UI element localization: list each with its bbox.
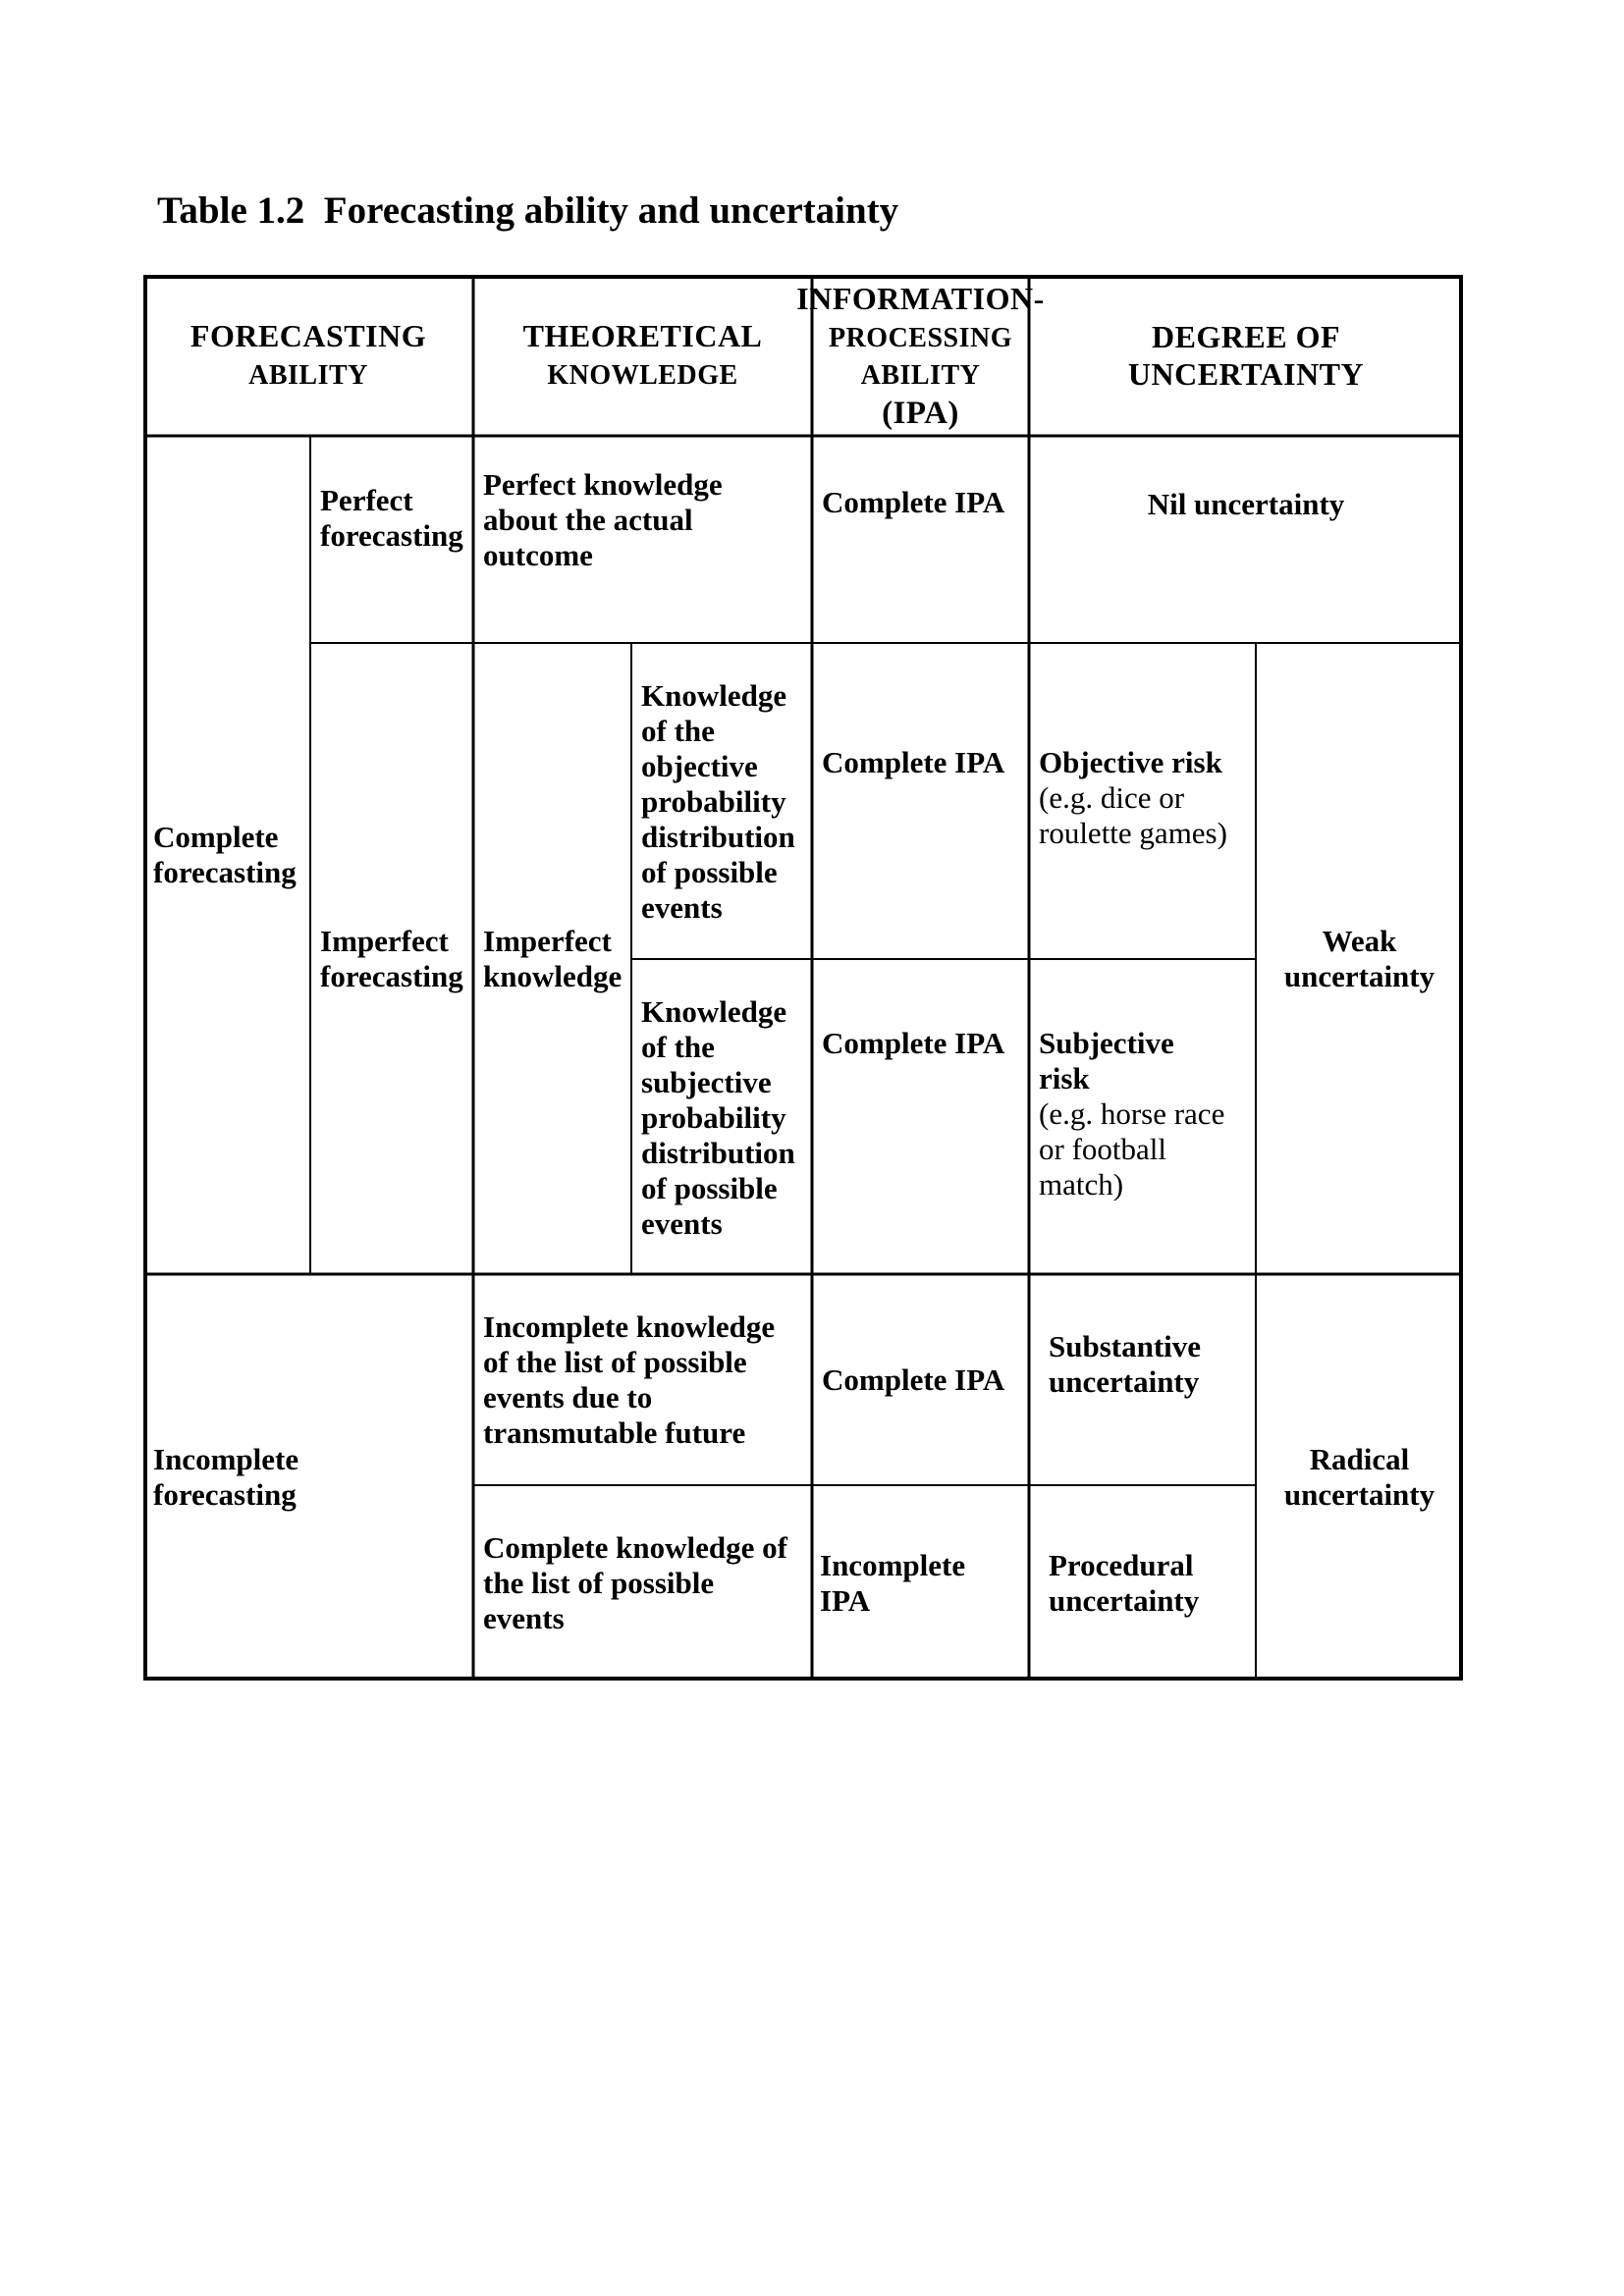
cell-complete-knowledge-list-text: Complete knowledge of the list of possible events — [483, 1529, 787, 1635]
cell-incomplete-knowledge-list — [473, 1274, 812, 1485]
cell-ipa-row4-text: Complete IPA — [822, 1362, 1005, 1397]
cell-nil-uncertainty — [1029, 436, 1463, 643]
objective-risk-example: (e.g. dice or roulette games) — [1039, 780, 1227, 850]
cell-radical-uncertainty-text: Radical uncertainty — [1283, 1442, 1435, 1512]
cell-perfect-forecasting — [310, 436, 473, 643]
cell-complete-knowledge-list — [473, 1485, 812, 1681]
cell-procedural-uncertainty — [1029, 1485, 1256, 1681]
cell-ipa-row5-text: Incomplete IPA — [820, 1547, 966, 1618]
cell-perfect-knowledge — [473, 436, 812, 643]
cell-radical-uncertainty — [1256, 1274, 1463, 1681]
cell-weak-uncertainty — [1256, 643, 1463, 1274]
cell-perfect-knowledge-text: Perfect knowledge about the actual outcome — [483, 467, 723, 572]
cell-imperfect-knowledge-text: Imperfect knowledge — [483, 923, 623, 993]
table-caption: Table 1.2 Forecasting ability and uncertainty — [157, 189, 899, 232]
cell-perfect-forecasting-text: Perfect forecasting — [320, 483, 463, 553]
header-forecasting-ability-line2: ABILITY — [248, 359, 368, 391]
header-theoretical-knowledge-line1: THEORETICAL — [522, 317, 763, 353]
subjective-risk-title: Subjective risk — [1039, 1026, 1174, 1095]
header-theoretical-knowledge-line2: KNOWLEDGE — [547, 359, 738, 391]
cell-imperfect-forecasting — [310, 643, 473, 1274]
cell-subjective-risk — [1029, 959, 1256, 1274]
cell-procedural-uncertainty-text: Procedural uncertainty — [1049, 1547, 1200, 1618]
cell-incomplete-knowledge-list-text: Incomplete knowledge of the list of possible events due to transmutable future — [483, 1308, 776, 1450]
header-ipa-line2: PROCESSING — [828, 322, 1013, 353]
cell-complete-forecasting-text: Complete forecasting — [153, 820, 297, 889]
header-forecasting-ability-line1: FORECASTING — [189, 317, 427, 353]
cell-imperfect-forecasting-text: Imperfect forecasting — [320, 923, 463, 993]
cell-substantive-uncertainty — [1029, 1274, 1256, 1485]
cell-knowledge-subjective-text: Knowledge of the subjective probability distribution of possible events — [641, 994, 795, 1241]
header-ipa-line3: ABILITY — [860, 359, 981, 391]
cell-incomplete-forecasting — [143, 1274, 473, 1681]
cell-complete-forecasting — [143, 436, 310, 1274]
header-ipa-line4: (IPA) — [882, 395, 959, 431]
header-degree-of-uncertainty-label: DEGREE OF UNCERTAINTY — [1127, 319, 1365, 392]
cell-objective-risk — [1029, 643, 1256, 959]
cell-ipa-row5 — [812, 1485, 1029, 1681]
objective-risk-title: Objective risk — [1039, 745, 1222, 779]
cell-ipa-row1 — [812, 436, 1029, 643]
cell-knowledge-subjective — [631, 959, 812, 1274]
cell-ipa-row3-text: Complete IPA — [822, 1026, 1005, 1060]
cell-knowledge-objective — [631, 643, 812, 959]
cell-imperfect-knowledge — [473, 643, 631, 1274]
cell-ipa-row2 — [812, 643, 1029, 959]
forecasting-uncertainty-table — [143, 275, 1463, 1681]
subjective-risk-example: (e.g. horse race or football match) — [1039, 1096, 1225, 1201]
cell-nil-uncertainty-text: Nil uncertainty — [1147, 487, 1345, 521]
cell-ipa-row1-text: Complete IPA — [822, 485, 1005, 519]
cell-incomplete-forecasting-text: Incomplete forecasting — [153, 1442, 299, 1512]
header-degree-of-uncertainty — [1029, 275, 1463, 436]
cell-ipa-row3 — [812, 959, 1029, 1274]
cell-weak-uncertainty-text: Weak uncertainty — [1283, 923, 1435, 993]
cell-knowledge-objective-text: Knowledge of the objective probability distribution of possible events — [641, 678, 795, 925]
cell-ipa-row2-text: Complete IPA — [822, 745, 1005, 779]
header-forecasting-ability — [143, 275, 473, 436]
cell-ipa-row4 — [812, 1274, 1029, 1485]
header-ipa — [796, 275, 1045, 436]
header-ipa-line1: INFORMATION- — [796, 280, 1045, 316]
cell-substantive-uncertainty-text: Substantive uncertainty — [1049, 1329, 1202, 1399]
header-theoretical-knowledge — [473, 275, 812, 436]
